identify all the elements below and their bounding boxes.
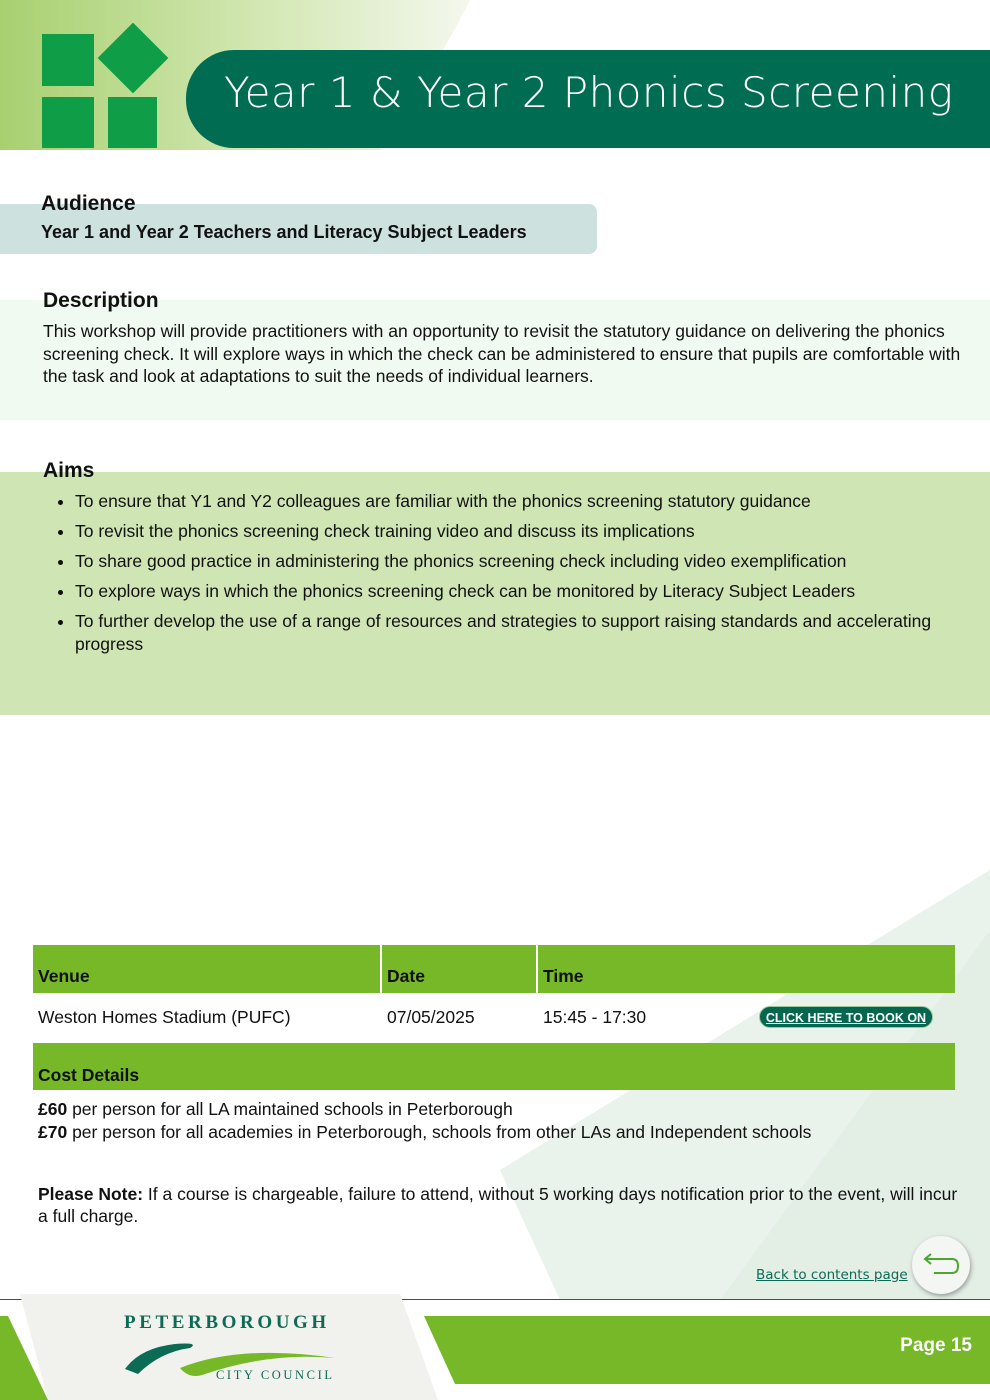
- book-on-button[interactable]: CLICK HERE TO BOOK ON: [759, 1006, 933, 1028]
- note-text: If a course is chargeable, failure to attend, without 5 working days notification prior to the event, will incur a full charge.: [38, 1184, 958, 1226]
- cost-line-maintained: [38, 1099, 513, 1120]
- date-cell: 07/05/2025: [387, 1007, 475, 1027]
- council-logo-squares: [42, 26, 166, 150]
- cost-text: per person for all LA maintained schools in Peterborough: [67, 1099, 513, 1119]
- logo-wordmark-bottom: CITY COUNCIL: [216, 1368, 335, 1382]
- cost-details-heading: Cost Details: [38, 1065, 140, 1085]
- time-column-header: Time: [543, 966, 584, 986]
- venue-column-header: Venue: [38, 966, 90, 986]
- cost-amount: £60: [38, 1099, 68, 1119]
- aims-item: • To explore ways in which the phonics screening check can be monitored by Literacy Subject Leaders: [75, 580, 955, 603]
- cost-details-header: [33, 1043, 955, 1090]
- audience-text: Year 1 and Year 2 Teachers and Literacy Subject Leaders: [41, 222, 527, 242]
- aims-list: [57, 490, 955, 663]
- description-heading: Description: [43, 289, 159, 312]
- venue-cell: Weston Homes Stadium (PUFC): [38, 1007, 291, 1027]
- date-column-header: Date: [387, 966, 425, 986]
- logo-wordmark-top: PETERBOROUGH: [124, 1312, 330, 1333]
- aims-item: • To revisit the phonics screening check training video and discuss its implications: [75, 520, 955, 543]
- aims-heading: Aims: [43, 459, 95, 482]
- session-table-header: [33, 945, 955, 993]
- aims-item: • To further develop the use of a range of resources and strategies to support raising standards and accelerating progress: [75, 610, 955, 655]
- cost-amount: £70: [38, 1122, 68, 1142]
- aims-item: • To share good practice in administering the phonics screening check including video exemplification: [75, 550, 955, 573]
- cost-line-academies: [38, 1122, 811, 1143]
- back-to-contents-button[interactable]: [912, 1236, 970, 1294]
- page-number: Page 15: [900, 1335, 972, 1356]
- table-row: [33, 994, 955, 1042]
- return-arrow-icon: [912, 1236, 970, 1294]
- description-text: This workshop will provide practitioners with an opportunity to revisit the statutory guidance on delivering the phonics screening check. It will explore ways in which the check can be administered to ensure that pupils are comfortable with the task and look at adaptations to suit the needs of individual learners.: [43, 321, 961, 386]
- aims-item: • To ensure that Y1 and Y2 colleagues are familiar with the phonics screening statutory guidance: [75, 490, 955, 513]
- cost-text: per person for all academies in Peterborough, schools from other LAs and Independent schools: [67, 1122, 812, 1142]
- note-label: Please Note:: [38, 1184, 144, 1204]
- audience-heading: Audience: [41, 192, 136, 215]
- page-title: Year 1 & Year 2 Phonics Screening: [224, 68, 954, 117]
- time-cell: 15:45 - 17:30: [543, 1007, 647, 1027]
- back-to-contents-link[interactable]: Back to contents page: [756, 1267, 908, 1283]
- please-note: [38, 1183, 958, 1227]
